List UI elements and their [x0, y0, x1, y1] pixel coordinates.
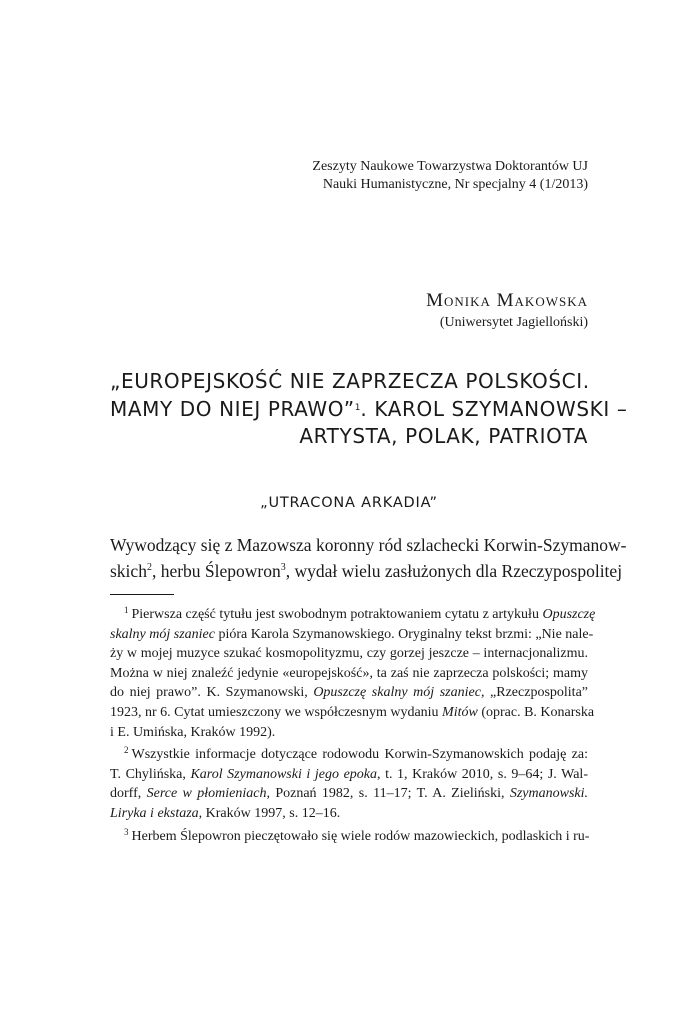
- title-line-2-part-a: MAMY DO NIEJ PRAWO”: [110, 397, 355, 421]
- body-text-span: skich: [110, 561, 147, 581]
- footnotes: [110, 605, 596, 849]
- footnote-ref[interactable]: 3: [280, 562, 286, 573]
- article-title: [110, 368, 628, 450]
- footnote-italic: skalny mój szaniec: [110, 626, 215, 642]
- footnote-ref[interactable]: 2: [146, 562, 152, 573]
- author-affiliation: (Uniwersytet Jagielloński): [439, 315, 588, 330]
- footnote-text: , t. 1, Kraków 2010, s. 9–64; J. Wal-: [377, 766, 588, 782]
- title-line-3: ARTYSTA, POLAK, PATRIOTA: [299, 424, 588, 448]
- footnote-line: [110, 703, 595, 723]
- footnote-line: [110, 745, 588, 765]
- footnote-text: Herbem Ślepowron pieczętowało się wiele rodów mazowieckich, podlaskich i ru-: [131, 828, 590, 844]
- body-line-1: Wywodzący się z Mazowsza koronny ród szlachecki Korwin-Szymanow-: [110, 535, 627, 555]
- footnote-italic: Karol Szymanowski i jego epoka: [190, 766, 377, 782]
- footnote-text: 1923, nr 6. Cytat umieszczony we współczesnym wydaniu: [110, 704, 439, 720]
- footnote-line: Można w niej znaleźć jedynie «europejskość», ta zaś nie zaprzecza polskości; mamy: [110, 665, 588, 681]
- footnote-line: [110, 683, 588, 703]
- body-line-2: [110, 558, 623, 584]
- footnote-text: T. Chylińska,: [110, 766, 186, 782]
- footnote-line: [110, 765, 588, 785]
- footnote-italic: Opuszczę skalny mój szaniec: [313, 685, 481, 701]
- footnote-text: Pierwsza część tytułu jest swobodnym potraktowaniem cytatu z artykułu: [131, 607, 539, 622]
- body-text-span: , herbu Ślepowron: [151, 561, 281, 581]
- journal-name: Zeszyty Naukowe Towarzystwa Doktorantów UJ: [312, 159, 588, 174]
- footnote-separator: [110, 594, 174, 595]
- footnote-text: , Kraków 1997, s. 12–16.: [198, 805, 341, 821]
- footnote-1: [110, 605, 596, 742]
- footnote-italic: Opuszczę: [542, 607, 596, 622]
- footnote-text: do niej prawo”. K. Szymanowski,: [110, 685, 308, 701]
- footnote-line: ży w mojej muzyce szukać kosmopolityzmu, czy gorzej jeszcze – internacjonalizmu.: [110, 646, 588, 662]
- footnote-line: i E. Umińska, Kraków 1992).: [110, 724, 276, 740]
- body-paragraph: [110, 532, 627, 584]
- footnote-line: [110, 625, 594, 645]
- footnote-line: [110, 784, 588, 804]
- section-heading: „UTRACONA ARKADIA”: [260, 495, 438, 511]
- journal-header: [312, 158, 588, 194]
- footnote-italic: Serce w płomieniach: [146, 786, 267, 802]
- footnote-text: dorff,: [110, 786, 142, 802]
- footnote-italic: Szymanowski.: [509, 786, 589, 802]
- title-line-2-part-b: . KAROL SZYMANOWSKI –: [360, 397, 628, 421]
- footnote-text: , „Rzeczpospolita”: [480, 685, 588, 701]
- footnote-italic: Mitów: [442, 704, 478, 720]
- journal-issue: Nauki Humanistyczne, Nr specjalny 4 (1/2013): [322, 177, 588, 192]
- footnote-3: [110, 827, 588, 847]
- footnote-text: , Poznań 1982, s. 11–17; T. A. Zieliński,: [266, 786, 505, 802]
- footnote-line: [110, 804, 588, 824]
- body-text-span: , wydał wielu zasłużonych dla Rzeczypospolitej: [285, 561, 623, 581]
- footnote-text: pióra Karola Szymanowskiego. Oryginalny tekst brzmi: „Nie nale-: [218, 626, 594, 642]
- footnote-italic: Liryka i ekstaza: [110, 805, 199, 821]
- footnote-text: Wszystkie informacje dotyczące rodowodu Korwin-Szymanowskich podaję za:: [131, 747, 588, 763]
- author-name: Monika Makowska: [426, 290, 588, 311]
- footnote-ref[interactable]: 1: [354, 403, 361, 413]
- footnote-line: [110, 827, 588, 847]
- footnote-text: (oprac. B. Konarska: [481, 704, 595, 720]
- title-line-1: „EUROPEJSKOŚĆ NIE ZAPRZECZA POLSKOŚCI.: [110, 369, 590, 393]
- title-line-2: [110, 395, 628, 423]
- footnote-2: [110, 745, 588, 823]
- footnote-number: 3: [124, 826, 129, 837]
- footnote-number: 2: [124, 745, 129, 756]
- footnote-line: [110, 605, 596, 625]
- footnote-number: 1: [124, 605, 129, 615]
